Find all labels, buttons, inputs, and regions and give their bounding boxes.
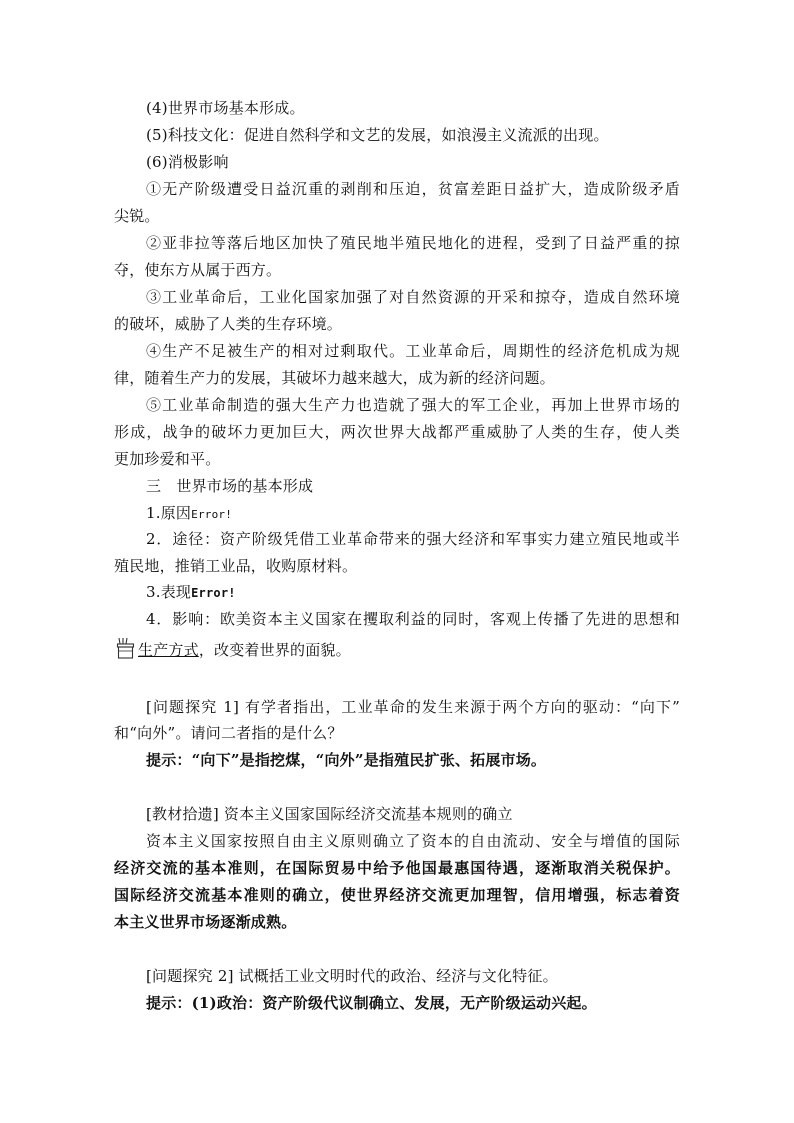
inquiry2-hint: 提示：(1)政治：资产阶级代议制确立、发展，无产阶级运动兴起。: [146, 994, 597, 1012]
supplement-p3: 国际经济交流基本准则的确立，使世界经济交流更加理智，信用增强，标志着资: [114, 886, 680, 904]
performance-error-ref: Error!: [191, 586, 236, 600]
production-mode-underlined: 生产方式: [138, 641, 199, 659]
negative-effect-1-line1: ①无产阶级遭受日益沉重的剥削和压迫，贫富差距日益扩大，造成阶级矛盾: [146, 180, 680, 198]
performance-label: 3.表现: [146, 583, 192, 601]
negative-effect-4-line1: ④生产不足被生产的相对过剩取代。工业革命后，周期性的经济危机成为规: [146, 342, 680, 360]
negative-effect-1-line2: 尖锐。: [114, 207, 160, 225]
path-line1: 2．途径：资产阶级凭借工业革命带来的强大经济和军事实力建立殖民地或半: [146, 530, 680, 548]
negative-effect-5-line1: ⑤工业革命制造的强大生产力也造就了强大的军工企业，再加上世界市场的: [146, 396, 680, 414]
effect-line2-rest: ，改变着世界的面貌。: [198, 641, 351, 659]
supplement-title: [教材拾遗] 资本主义国家国际经济交流基本规则的确立: [146, 805, 513, 823]
path-line2: 殖民地，推销工业品，收购原材料。: [114, 557, 358, 575]
inquiry1-hint: 提示：“向下”是指挖煤，“向外”是指殖民扩张、拓展市场。: [146, 751, 547, 769]
negative-effect-5-line2: 形成，战争的破坏力更加巨大，两次世界大战都严重威胁了人类的生存，使人类: [114, 423, 680, 441]
supplement-p4: 本主义世界市场逐渐成熟。: [114, 913, 297, 931]
negative-effect-4-line2: 律，随着生产力的发展，其破坏力越来越大，成为新的经济问题。: [114, 369, 555, 387]
inquiry1-question-line1: [问题探究 1] 有学者指出，工业革命的发生来源于两个方向的驱动：“向下”: [146, 698, 680, 716]
effect-line2: [138, 640, 351, 660]
negative-effect-3-line1: ③工业革命后，工业化国家加强了对自然资源的开采和掠夺，造成自然环境: [146, 288, 680, 306]
supplement-p2: 经济交流的基本准则，在国际贸易中给予他国最惠国待遇，逐渐取消关税保护。: [114, 859, 680, 877]
item-science-culture: (5)科技文化：促进自然科学和文艺的发展，如浪漫主义流派的出现。: [146, 126, 609, 144]
negative-effect-2-line1: ②亚非拉等落后地区加快了殖民地半殖民地化的进程，受到了日益严重的掠: [146, 234, 680, 252]
section-heading: 三 世界市场的基本形成: [146, 477, 314, 495]
pencil-cup-icon: [116, 637, 136, 659]
negative-effect-5-line3: 更加珍爱和平。: [114, 450, 221, 468]
item-negative-effects: (6)消极影响: [146, 153, 229, 171]
item-world-market: (4)世界市场基本形成。: [146, 99, 305, 117]
cause-label: 1.原因: [146, 504, 192, 522]
performance-line: [146, 582, 236, 603]
effect-line1: 4．影响：欧美资本主义国家在攫取利益的同时，客观上传播了先进的思想和: [146, 610, 680, 628]
supplement-p1: 资本主义国家按照自由主义原则确立了资本的自由流动、安全与增值的国际: [146, 832, 680, 850]
inquiry1-question-line2: 和“向外”。请问二者指的是什么？: [114, 724, 343, 742]
cause-line: [146, 503, 232, 525]
inquiry2-question: [问题探究 2] 试概括工业文明时代的政治、经济与文化特征。: [146, 967, 558, 985]
cause-error-ref: Error!: [191, 508, 233, 521]
negative-effect-3-line2: 的破坏，威胁了人类的生存环境。: [114, 315, 343, 333]
negative-effect-2-line2: 夺，使东方从属于西方。: [114, 261, 282, 279]
